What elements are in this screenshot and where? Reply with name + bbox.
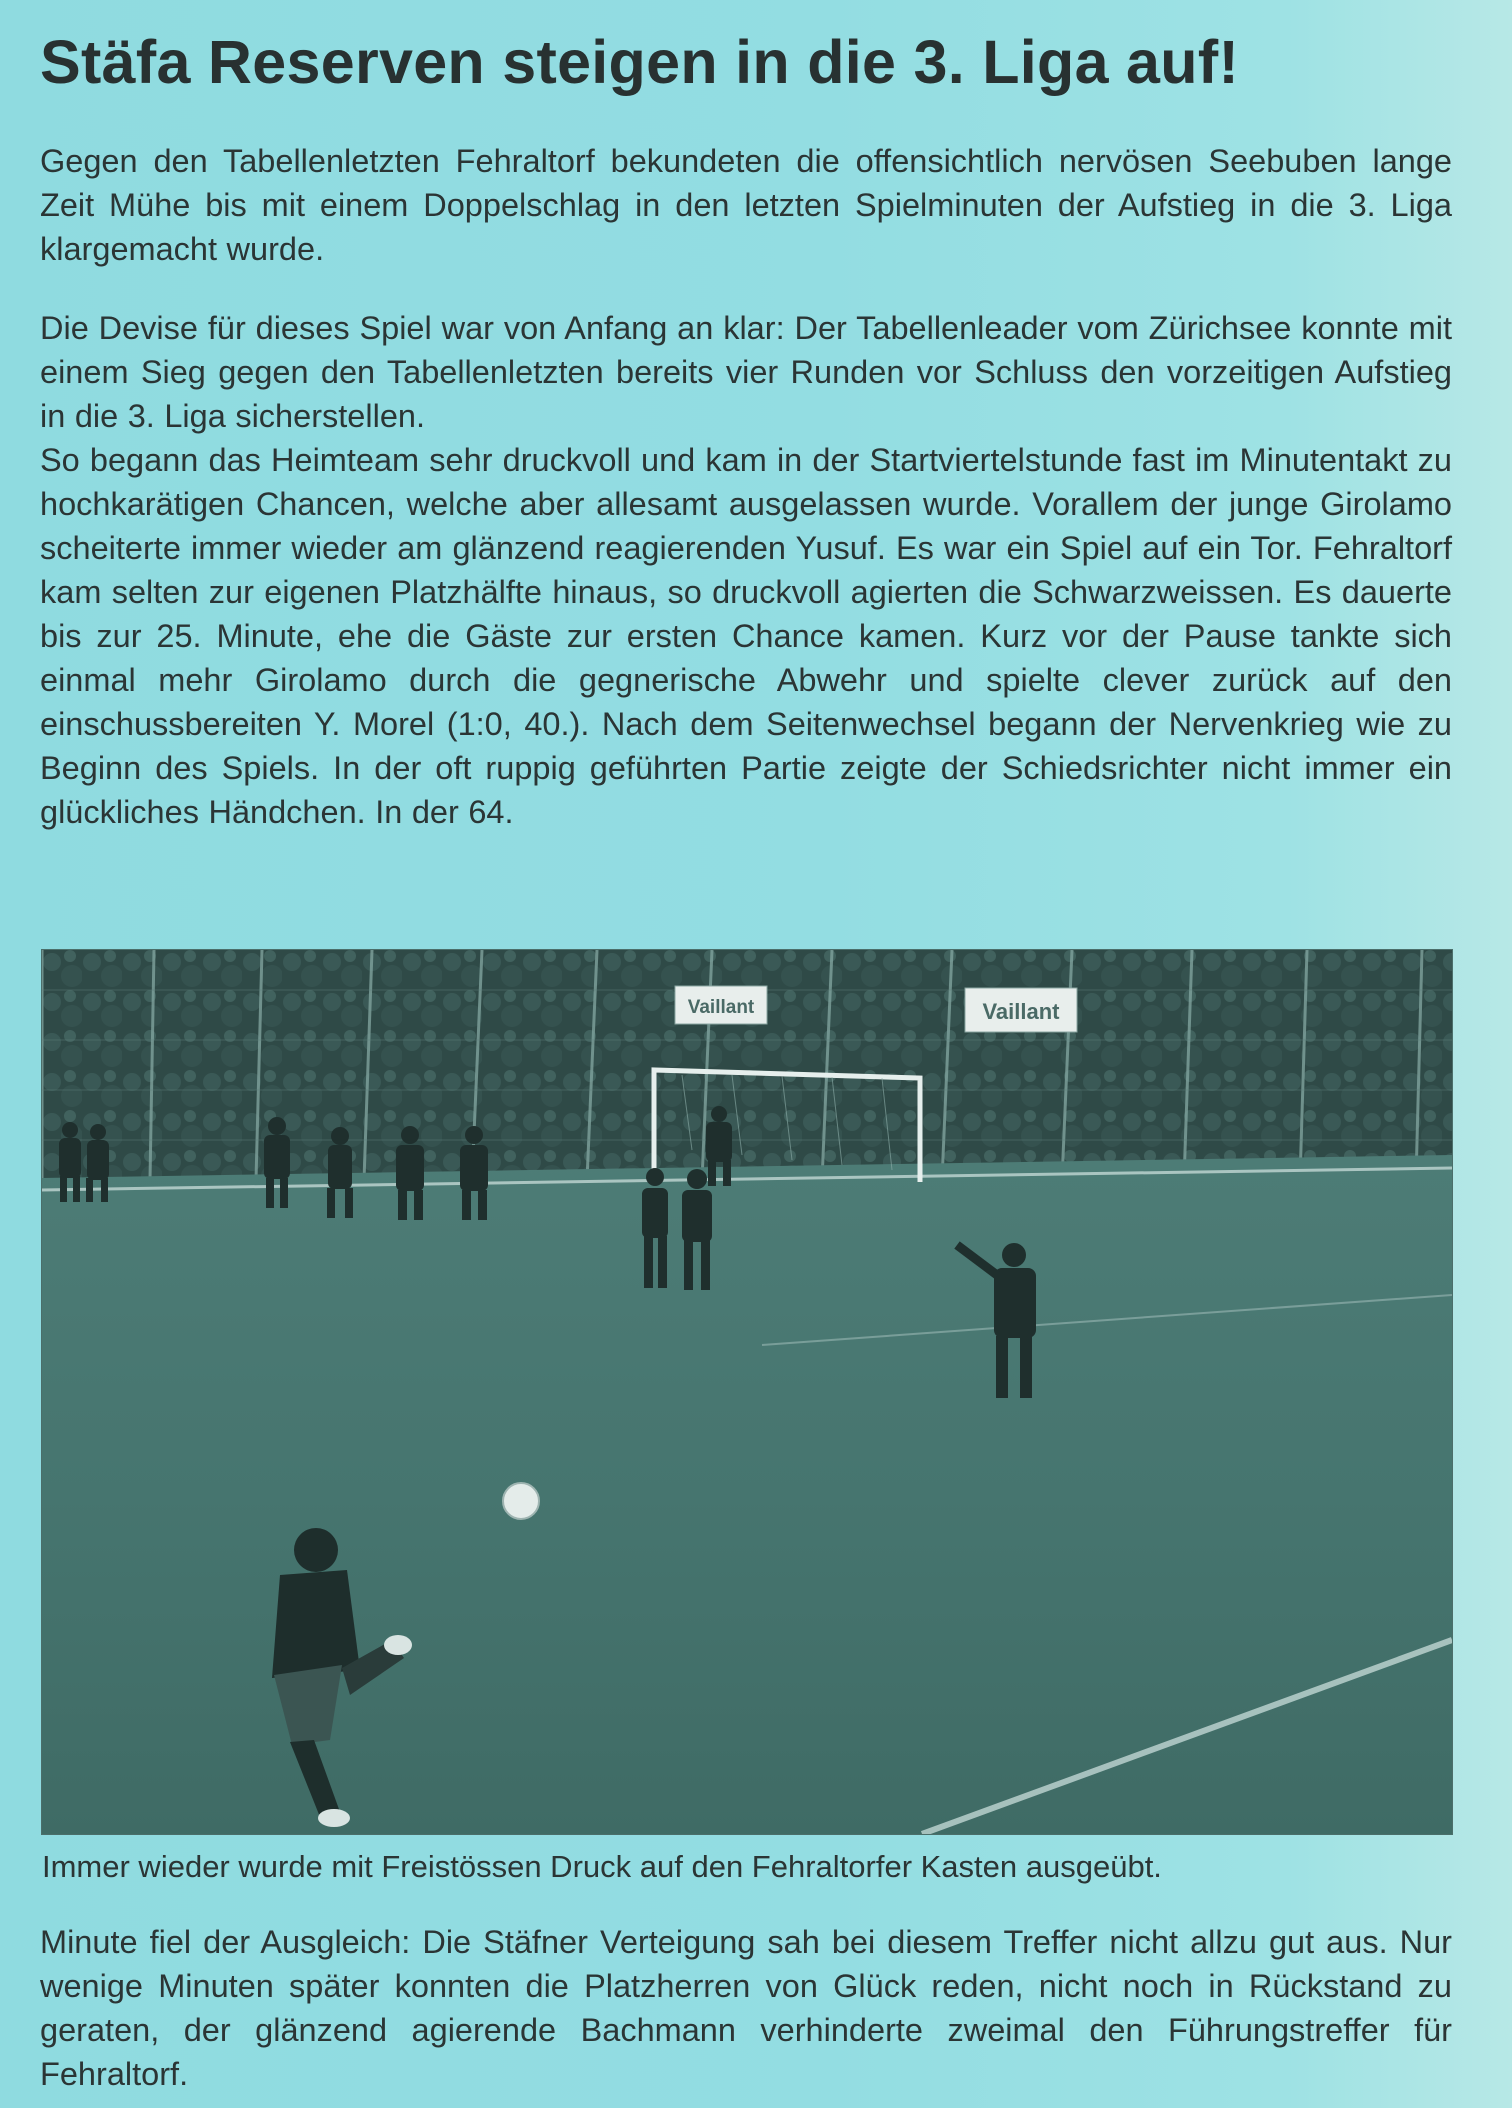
article-paragraph-intro: Gegen den Tabellenletzten Fehraltorf bekundeten die offensichtlich nervösen Seebuben lange Zeit Mühe bis mit einem Doppelschlag in den letzten Spielminuten der Aufstieg in die 3. Liga klargemacht wurde. bbox=[40, 143, 1452, 267]
article-title: Stäfa Reserven steigen in die 3. Liga auf! bbox=[40, 28, 1240, 96]
vaillant-banner-left-text: Vaillant bbox=[687, 997, 755, 1018]
article-paragraph-continuation: Minute fiel der Ausgleich: Die Stäfner Verteigung sah bei diesem Treffer nicht allzu gut aus. Nur wenige Minuten später konnten die Platzherren von Glück reden, nicht noch in Rückstand zu geraten, der glänzend agierende Bachmann verhinderte zweimal den Führungstreffer für Fehraltorf. bbox=[40, 1924, 1452, 2092]
article-paragraph-body-b: So begann das Heimteam sehr druckvoll und kam in der Startviertelstunde fast im Minutentakt zu hochkarätigen Chancen, welche aber allesamt ausgelassen wurde. Vorallem der junge Girolamo scheiterte immer wieder am glänzend reagierenden Yusuf. Es war ein Spiel auf ein Tor. Fehraltorf kam selten zur eigenen Platzhälfte hinaus, so druckvoll agierten die Schwarzweissen. Es dauerte bis zur 25. Minute, ehe die Gäste zur ersten Chance kamen. Kurz vor der Pause tankte sich einmal mehr Girolamo durch die gegnerische Abwehr und spielte clever zurück auf den einschussbereiten Y. Morel (1:0, 40.). Nach dem Seitenwechsel begann der Nervenkrieg wie zu Beginn des Spiels. In der oft ruppig geführten Partie zeigte der Schiedsrichter nicht immer ein glückliches Händchen. In der 64. bbox=[40, 442, 1452, 830]
pitch-grass bbox=[42, 1155, 1452, 1834]
tree-background bbox=[42, 950, 1452, 1180]
article-paragraph-body bbox=[40, 306, 1452, 834]
football-match-photo bbox=[42, 950, 1452, 1834]
football bbox=[503, 1483, 539, 1519]
vaillant-banner-right bbox=[965, 988, 1077, 1032]
football-match-illustration bbox=[42, 950, 1452, 1834]
photo-caption: Immer wieder wurde mit Freistössen Druck auf den Fehraltorfer Kasten ausgeübt. bbox=[42, 1849, 1162, 1884]
vaillant-banner-left bbox=[675, 986, 767, 1024]
vaillant-banner-right-text: Vaillant bbox=[982, 999, 1060, 1024]
article-paragraph-body-a: Die Devise für dieses Spiel war von Anfang an klar: Der Tabellenleader vom Zürichsee konnte mit einem Sieg gegen den Tabellenletzten bereits vier Runden vor Schluss den vorzeitigen Aufstieg in die 3. Liga sicherstellen. bbox=[40, 310, 1452, 434]
